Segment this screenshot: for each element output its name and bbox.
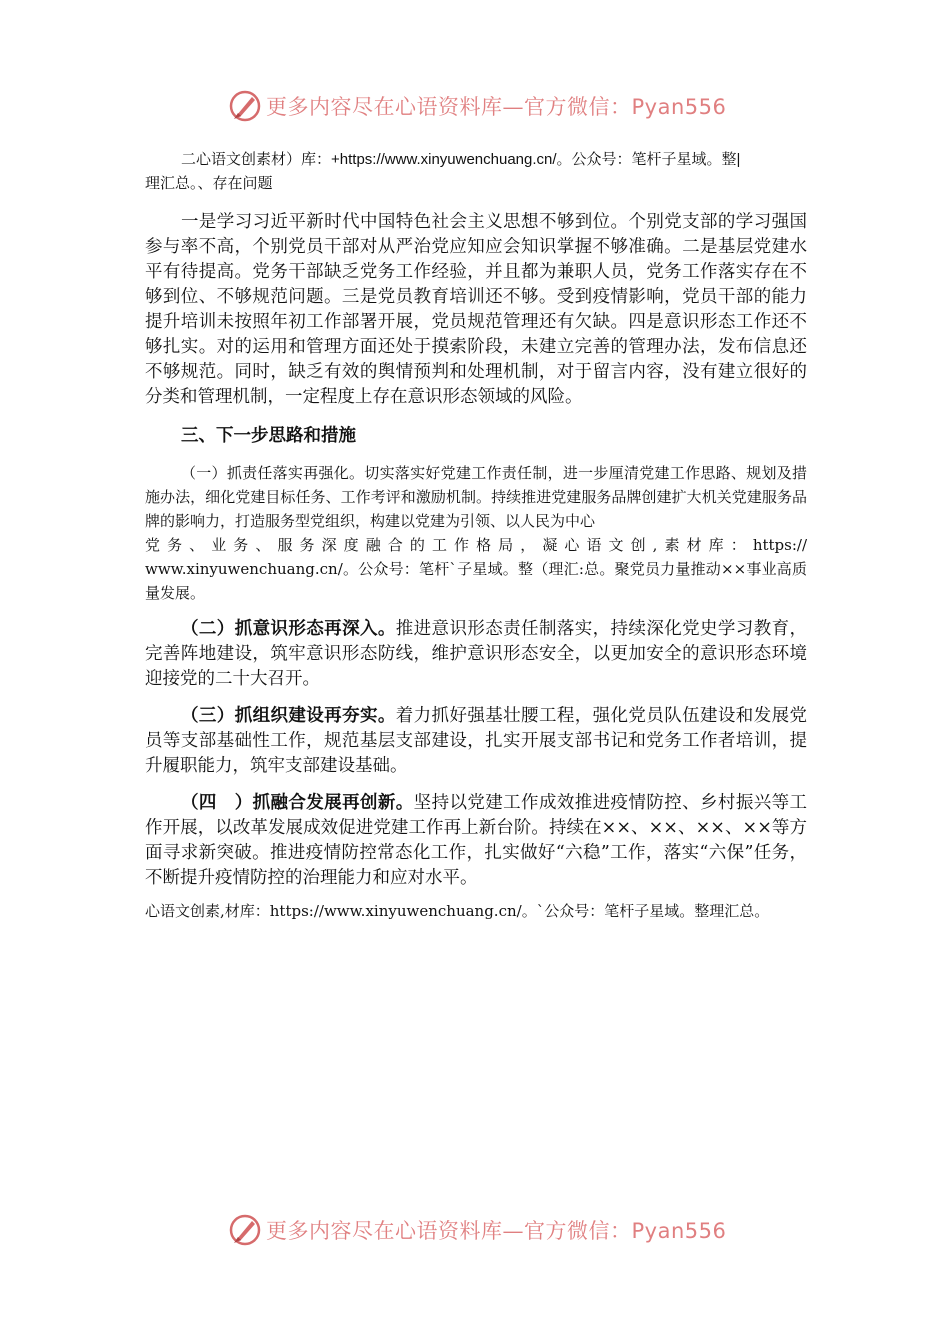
pen-logo-icon xyxy=(228,1213,262,1247)
header-banner xyxy=(228,86,748,126)
item-1-part-a: （一）抓责任落实再强化。切实落实好党建工作责任制，进一步厘清党建工作思路、规划及措施办法，细化党建目标任务、工作考评和激励机制。持续推进党建服务品牌创建扩大机关党建服务品牌的影响力，打造服务型党组织，构建以党建为引领、以人民为中心 xyxy=(145,464,807,530)
item-4-paragraph: （四 ）抓融合发展再创新。坚持以党建工作成效推进疫情防控、乡村振兴等工作开展，以改革发展成效促进党建工作再上新台阶。持续在××、××、××、××等方面寻求新突破。推进疫情防控常态化工作，扎实做好“六稳”工作，落实“六保”任务，不断提升疫情防控的治理能力和应对水平。 xyxy=(145,793,808,888)
item-1-part-c: www.xinyuwenchuang.cn/。公众号：笔杆`子星域。整（理汇:总。聚党员力量推动××事业高质量发展。 xyxy=(145,560,807,602)
problems-paragraph: 一是学习习近平新时代中国特色社会主义思想不够到位。个别党支部的学习强国参与率不高，个别党员干部对从严治党应知应会知识掌握不够准确。二是基层党建水平有待提高。党务干部缺乏党务工作经验，并且都为兼职人员，党务工作落实存在不够到位、不够规范问题。三是党员教育培训还不够。受到疫情影响，党员干部的能力提升培训未按照年初工作部署开展，党员规范管理还有欠缺。四是意识形态工作还不够扎实。对的运用和管理方面还处于摸索阶段，未建立完善的管理办法，发布信息还不够规范。同时，缺乏有效的舆情预判和处理机制，对于留言内容，没有建立很好的分类和管理机制，一定程度上存在意识形态领域的风险。 xyxy=(145,212,807,407)
item-3-paragraph: （三）抓组织建设再夯实。着力抓好强基壮腰工程，强化党员队伍建设和发展党员等支部基础性工作，规范基层支部建设，扎实开展支部书记和党务工作者培训，提升履职能力，筑牢支部建设基础。 xyxy=(145,706,807,776)
footer-banner xyxy=(228,1210,748,1250)
section-heading: 三、下一步思路和措施 xyxy=(181,426,356,446)
lead-line-1: 二心语文创素材）库：+https://www.xinyuwenchuang.cn/。公众号：笔杆子星域。整| xyxy=(181,151,741,168)
document-body xyxy=(145,148,807,923)
lead-line-2: 理汇总。、存在问题 xyxy=(145,175,273,192)
banner-text: 更多内容尽在心语资料库—官方微信：Pyan556 xyxy=(266,1219,727,1243)
item-2-paragraph: （二）抓意识形态再深入。推进意识形态责任制落实，持续深化党史学习教育，完善阵地建设，筑牢意识形态防线，维护意识形态安全，以更加安全的意识形态环境迎接党的二十大召开。 xyxy=(145,619,807,689)
pen-logo-icon xyxy=(228,89,262,123)
item-1-part-b: 党务、业务、服务深度融合的工作格局，凝心语文创,素材库：https:// xyxy=(145,536,807,554)
footer-note: 心语文创素,材库：https://www.xinyuwenchuang.cn/。`公众号：笔杆子星域。整理汇总。 xyxy=(145,902,770,920)
banner-text: 更多内容尽在心语资料库—官方微信：Pyan556 xyxy=(266,95,727,119)
